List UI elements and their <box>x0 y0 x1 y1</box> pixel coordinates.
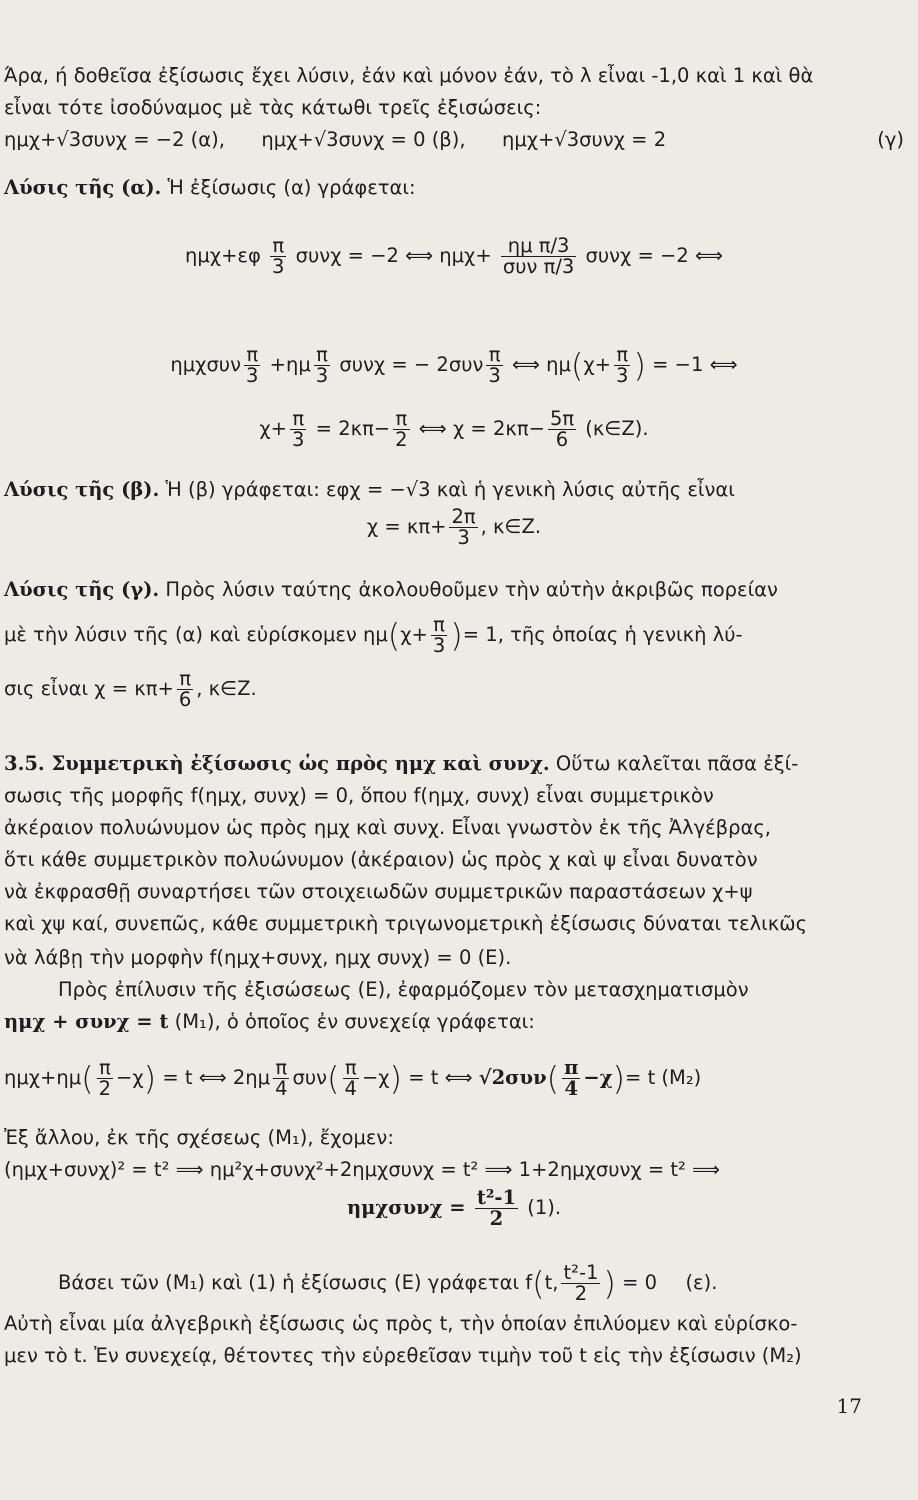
math-text: συνχ = −2 ⟺ ημχ+ <box>295 244 492 267</box>
math-line-2: ημχσυν $\frac{\pi}{3}$ +ημ $\frac{\pi}{3}$ συνχ = − 2συν $\frac{\pi}{3}$ ⟺ ημ(χ+ $\frac{\pi}{3}$ ) = −1 ⟺ <box>170 342 738 387</box>
math-text: = −1 ⟺ <box>652 353 738 376</box>
equation-c: ημχ+√3συνχ = 2 <box>501 128 667 151</box>
section-3-5-first-line: 3.5. Συμμετρικὴ ἐξίσωσις ὡς πρὸς ημχ καὶ συνχ. Οὕτω καλεῖται πᾶσα ἐξί- <box>4 752 799 775</box>
paragraph-line: Άρα, ή δοθεῖσα ἐξίσωσις ἔχει λύσιν, ἐάν καὶ μόνον ἐάν, τὸ λ εἶναι -1,0 καὶ 1 καὶ θὰ <box>4 64 814 87</box>
math-line-1 <box>4 226 904 286</box>
solution-c-heading-line: Λύσις τῆς (γ). Πρὸς λύσιν ταύτης ἀκολουθοῦμεν τὴν αὐτὴν ἀκριβῶς πορείαν <box>4 578 778 601</box>
paragraph-line: μὲ τὴν λύσιν τῆς (α) καὶ εὑρίσκομεν ημ(χ+ $\frac{\pi}{3}$ )= 1, τῆς ὁποίας ἡ γενικὴ λύ- <box>4 612 743 657</box>
fraction: $\frac{\text{ημ π/3}}{\text{συν π/3}}$ <box>502 233 575 278</box>
section-heading: 3.5. Συμμετρικὴ ἐξίσωσις ὡς πρὸς ημχ καὶ συνχ. <box>4 752 550 775</box>
transformation-m1: ημχ + συνχ = t <box>4 1010 169 1033</box>
paragraph-line: εἶναι τότε ἰσοδύναμος μὲ τὰς κάτωθι τρεῖς ἐξισώσεις: <box>4 96 542 119</box>
math-line-4: χ = κπ+ $\frac{2\pi}{3}$ , κ∈Z. <box>366 504 542 549</box>
fraction: $\frac{\pi}{3}$ <box>272 233 285 278</box>
section-heading: Λύσις τῆς (γ). <box>4 578 160 601</box>
page-number: 17 <box>836 1394 862 1418</box>
paragraph-line: Ἐξ ἄλλου, ἐκ τῆς σχέσεως (M₁), ἔχομεν: <box>4 1126 394 1149</box>
paragraph-line: σωσις τῆς μορφῆς f(ημχ, συνχ) = 0, ὅπου f(ημχ, συνχ) εἶναι συμμετρικὸν <box>4 784 714 807</box>
section-heading: Λύσις τῆς (α). <box>4 176 162 199</box>
math-line-6: (ημχ+συνχ)² = t² ⟹ ημ²χ+συνχ²+2ημχσυνχ = t² ⟹ 1+2ημχσυνχ = t² ⟹ <box>4 1158 721 1181</box>
paragraph-line: σις εἶναι χ = κπ+ $\frac{\pi}{6}$ , κ∈Z. <box>4 666 257 711</box>
paragraph-text: Ἡ ἐξίσωσις (α) γράφεται: <box>167 176 416 199</box>
solution-a-heading-line <box>4 176 904 200</box>
math-text: ⟺ ημ <box>512 353 571 376</box>
paragraph-line: Αὐτὴ εἶναι μία ἀλγεβρικὴ ἐξίσωσις ὡς πρὸς t, τὴν ὁποίαν ἐπιλύομεν καὶ εὑρίσκο- <box>4 1312 798 1335</box>
math-text: ημχσυν <box>170 353 241 376</box>
paragraph-line: ἀκέραιον πολυώνυμον ὡς πρὸς ημχ καὶ συνχ. Εἶναι γνωστὸν ἐκ τῆς Ἀλγέβρας, <box>4 816 771 839</box>
math-text: +ημ <box>269 353 311 376</box>
equation-c-tag: (γ) <box>877 128 904 151</box>
paragraph-line: μεν τὸ t. Ἐν συνεχείᾳ, θέτοντες τὴν εὑρεθεῖσαν τιμὴν τοῦ t εἰς τὴν ἐξίσωσιν (M₂) <box>4 1344 802 1367</box>
paragraph-line: ημχ + συνχ = t (M₁), ὁ ὁποῖος ἐν συνεχείᾳ γράφεται: <box>4 1010 535 1033</box>
solution-b-heading-line: Λύσις τῆς (β). Ἡ (β) γράφεται: εφχ = −√3 καὶ ἡ γενικὴ λύσις αὐτῆς εἶναι <box>4 478 735 501</box>
equations-row <box>4 128 904 152</box>
paragraph-line: καὶ χψ καί, συνεπῶς, κάθε συμμετρικὴ τριγωνομετρικὴ ἐξίσωσις δύναται τελικῶς <box>4 912 808 935</box>
math-line-3: χ+ $\frac{\pi}{3}$ = 2κπ− $\frac{\pi}{2}$ ⟺ χ = 2κπ− $\frac{5\pi}{6}$ (κ∈Z). <box>259 406 649 451</box>
equation-b: ημχ+√3συνχ = 0 (β), <box>261 128 466 151</box>
paragraph-line: Πρὸς ἐπίλυσιν τῆς ἐξισώσεως (Ε), ἐφαρμόζομεν τὸν μετασχηματισμὸν <box>58 978 749 1001</box>
math-line-5: ημχ+ημ( $\frac{\pi}{2}$ −χ) = t ⟺ 2ημ $\frac{\pi}{4}$ συν( $\frac{\pi}{4}$ −χ) = t ⟺ √2συν( $\frac{\pi}{4}$ −χ)= t (M₂) <box>4 1055 702 1100</box>
math-line-7: ημχσυνχ = $\frac{\text{t²-1}}{2}$ (1). <box>346 1185 562 1230</box>
section-heading: Λύσις τῆς (β). <box>4 478 160 501</box>
paragraph-line: νὰ λάβῃ τὴν μορφὴν f(ημχ+συνχ, ημχ συνχ) = 0 (Ε). <box>4 946 512 969</box>
math-text: ημχ+εφ <box>185 244 261 267</box>
paragraph-line: ὅτι κάθε συμμετρικὸν πολυώνυμον (ἀκέραιον) ὡς πρὸς χ καὶ ψ εἶναι δυνατὸν <box>4 848 758 871</box>
paragraph-line: Βάσει τῶν (M₁) καὶ (1) ἡ ἐξίσωσις (Ε) γράφεται f(t, $\frac{\text{t²-1}}{2}$ ) = 0 (ε). <box>58 1260 718 1305</box>
paragraph-line: νὰ ἐκφρασθῇ συναρτήσει τῶν στοιχειωδῶν συμμετρικῶν παραστάσεων χ+ψ <box>4 880 753 903</box>
math-text: συνχ = −2 ⟺ <box>585 244 723 267</box>
math-text: συνχ = − 2συν <box>339 353 484 376</box>
equation-a: ημχ+√3συνχ = −2 (α), <box>4 128 225 151</box>
